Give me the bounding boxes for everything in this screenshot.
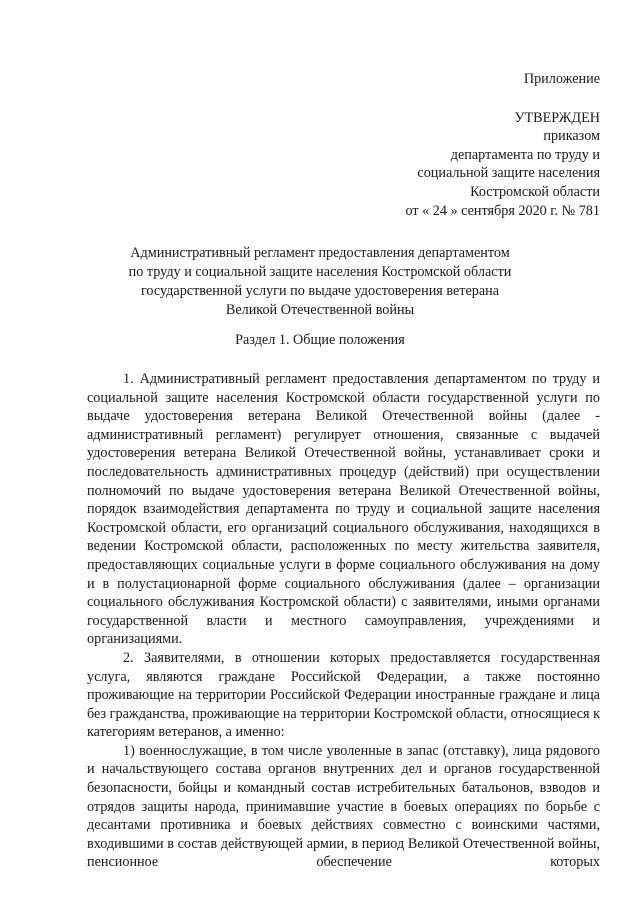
section-heading: Раздел 1. Общие положения <box>235 332 405 348</box>
paragraph-2: 2. Заявителями, в отношении которых предоставляется государственная услуга, являются граждане Российской Федерации, а также постоянно проживающие на территории Российской Федерации иностранные граждане и лица без гражданства, проживающие на территории Костромской области, относящиеся к категориям ветеранов, а именно: <box>87 649 600 741</box>
approval-block <box>405 70 600 220</box>
title-line-4: Великой Отечественной войны <box>225 302 415 318</box>
order-label: приказом <box>543 128 600 145</box>
document-body <box>87 370 600 872</box>
paragraph-3: 1) военнослужащие, в том числе уволенные в запас (отставку), лица рядового и начальствующего состава органов внутренних дел и органов государственной безопасности, бойцы и командный состав истребительных батальонов, взводов и отрядов защиты народа, принимавшие участие в боевых операциях по борьбе с десантами противника и боевых действиях совместно с воинскими частями, входившими в состав действующей армии, в период Великой Отечественной войны, пенсионное обеспечение которых <box>87 742 600 871</box>
region-label: Костромской области <box>470 183 600 200</box>
department-line-2: социальной защите населения <box>417 165 600 182</box>
title-line-2: по труду и социальной защите населения Костромской области <box>128 264 512 280</box>
paragraph-1: 1. Административный регламент предоставления департаментом по труду и социальной защите населения Костромской области государственной услуги по выдаче удостоверения ветерана Великой Отечественной войны (далее - административный регламент) регулирует отношения, связанные с выдачей удостоверения ветерана Великой Отечественной войны, устанавливает сроки и последовательность административных процедур (действий) при осуществлении полномочий по выдаче удостоверения ветерана Великой Отечественной войны, порядок взаимодействия департамента по труду и социальной защите населения Костромской области, его организаций социального обслуживания, находящихся в ведении Костромской области, расположенных по месту жительства заявителя, предоставляющих социальные услуги в форме социального обслуживания на дому и в полустационарной форме социального обслуживания (далее – организации социального обслуживания Костромской области) с заявителями, иными органами государственной власти и местного самоуправления, учреждениями и организациями. <box>87 371 600 648</box>
order-date-number: от « 24 » сентября 2020 г. № 781 <box>405 202 600 219</box>
approved-stamp-text: УТВЕРЖДЕН <box>514 109 600 126</box>
title-line-3: государственной услуги по выдаче удостоверения ветерана <box>140 283 500 299</box>
department-line-1: департамента по труду и <box>450 146 600 163</box>
title-line-1: Административный регламент предоставления департаментом <box>130 245 510 261</box>
document-title <box>120 244 520 320</box>
appendix-label: Приложение <box>523 71 600 87</box>
